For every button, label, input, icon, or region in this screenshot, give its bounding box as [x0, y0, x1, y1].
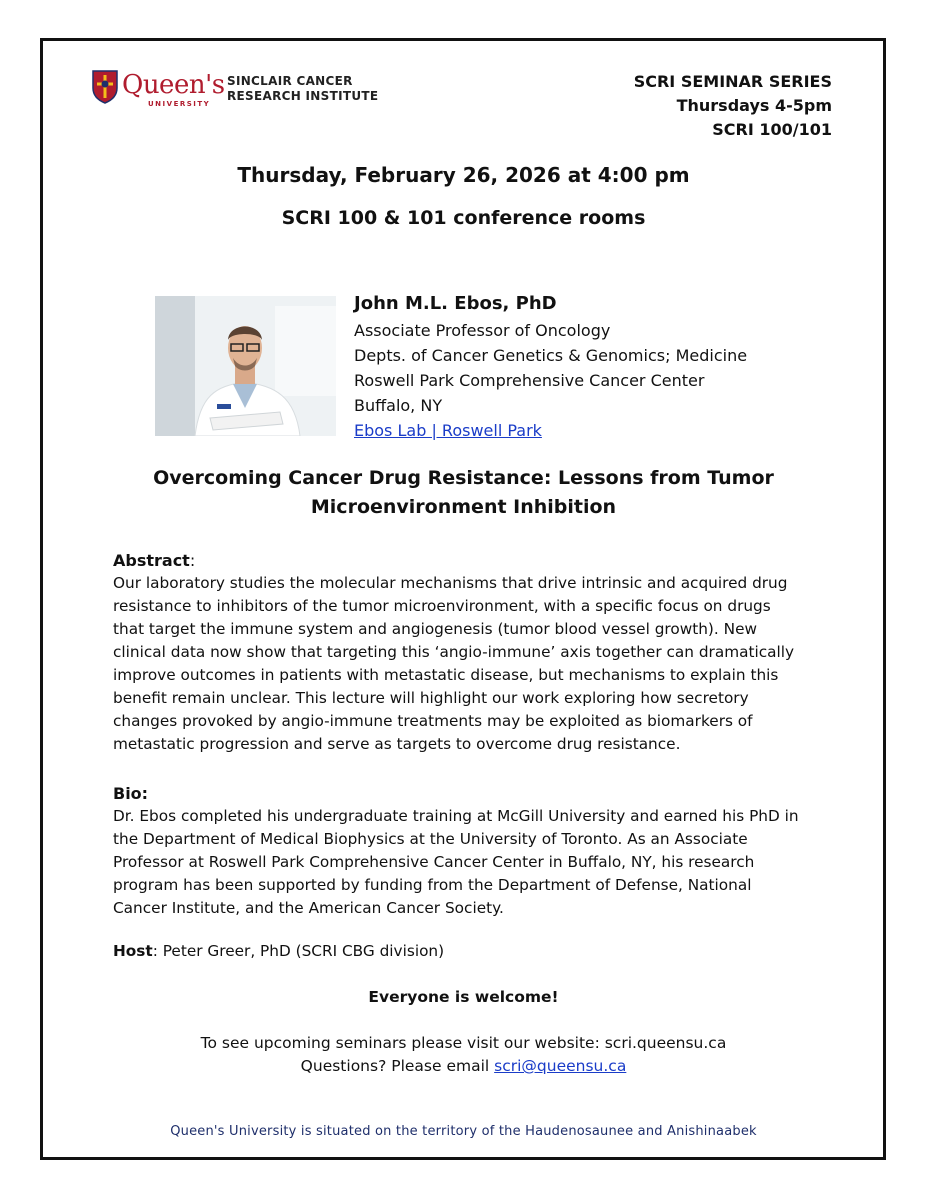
contact-info [0, 1032, 927, 1078]
seminar-series-info [634, 70, 832, 142]
questions-prefix: Questions? Please email [300, 1057, 495, 1075]
abstract-line: benefit remain unclear. This lecture will highlight our work exploring how secretory [113, 689, 749, 707]
bio-line: program has been supported by funding from the Department of Defense, National [113, 876, 752, 894]
abstract-colon: : [189, 551, 196, 570]
speaker-lab-link[interactable]: Ebos Lab | Roswell Park [354, 421, 542, 440]
host-text: : Peter Greer, PhD (SCRI CBG division) [152, 942, 445, 960]
speaker-position: Associate Professor of Oncology [354, 321, 611, 340]
speaker-details [354, 290, 747, 443]
bio-line: Dr. Ebos completed his undergraduate training at McGill University and earned his PhD in [113, 807, 799, 825]
welcome-message: Everyone is welcome! [368, 988, 559, 1006]
speaker-institution: Roswell Park Comprehensive Cancer Center [354, 371, 705, 390]
speaker-name: John M.L. Ebos, PhD [354, 293, 557, 314]
host-line [113, 940, 843, 963]
institute-name-line2: RESEARCH INSTITUTE [227, 89, 379, 103]
event-rooms: SCRI 100 & 101 conference rooms [281, 207, 646, 229]
talk-title [110, 464, 817, 522]
bio-section [113, 782, 843, 920]
bio-line: the Department of Medical Biophysics at the University of Toronto. As an Associate [113, 830, 748, 848]
series-title: SCRI SEMINAR SERIES [633, 72, 832, 91]
bio-heading [113, 782, 843, 805]
speaker-photo-illustration [155, 296, 336, 436]
talk-title-line2: Microenvironment Inhibition [310, 496, 617, 518]
abstract-line: that target the immune system and angiogenesis (tumor blood vessel growth). New [113, 620, 757, 638]
institute-name [227, 74, 378, 104]
abstract-line: improve outcomes in patients with metastatic disease, but mechanisms to explain this [113, 666, 779, 684]
event-datetime: Thursday, February 26, 2026 at 4:00 pm [237, 163, 690, 187]
speaker-departments: Depts. of Cancer Genetics & Genomics; Medicine [354, 346, 748, 365]
university-wordmark: Queen's [122, 70, 225, 100]
host-label: Host [113, 942, 153, 960]
talk-title-line1: Overcoming Cancer Drug Resistance: Lessons from Tumor [153, 467, 774, 489]
bio-body [113, 805, 843, 920]
institute-name-line1: SINCLAIR CANCER [227, 74, 353, 88]
bio-line: Professor at Roswell Park Comprehensive Cancer Center in Buffalo, NY, his research [113, 853, 755, 871]
series-schedule: Thursdays 4-5pm [676, 96, 832, 115]
abstract-line: Our laboratory studies the molecular mechanisms that drive intrinsic and acquired drug [113, 574, 788, 592]
website-line: To see upcoming seminars please visit our website: scri.queensu.ca [200, 1034, 727, 1052]
series-location: SCRI 100/101 [712, 120, 832, 139]
land-acknowledgement: Queen's University is situated on the territory of the Haudenosaunee and Anishinaabek [170, 1124, 757, 1139]
abstract-section [113, 549, 843, 756]
speaker-photo [155, 296, 336, 436]
abstract-line: metastatic progression and serve as targets to overcome drug resistance. [113, 735, 681, 753]
abstract-body [113, 572, 843, 756]
university-sub-wordmark: UNIVERSITY [148, 100, 211, 108]
speaker-city: Buffalo, NY [354, 396, 443, 415]
bio-label: Bio: [113, 784, 149, 803]
abstract-label: Abstract [113, 551, 190, 570]
queens-crest-icon [92, 70, 118, 104]
bio-line: Cancer Institute, and the American Cancer Society. [113, 899, 504, 917]
questions-line [0, 1055, 927, 1078]
abstract-line: resistance to inhibitors of the tumor microenvironment, with a specific focus on drugs [113, 597, 771, 615]
abstract-line: changes provoked by angio-immune treatments may be exploited as biomarkers of [113, 712, 753, 730]
abstract-heading [113, 549, 843, 572]
email-link[interactable]: scri@queensu.ca [494, 1057, 627, 1075]
abstract-line: clinical data now show that targeting this ‘angio-immune’ axis together can dramatically [113, 643, 795, 661]
